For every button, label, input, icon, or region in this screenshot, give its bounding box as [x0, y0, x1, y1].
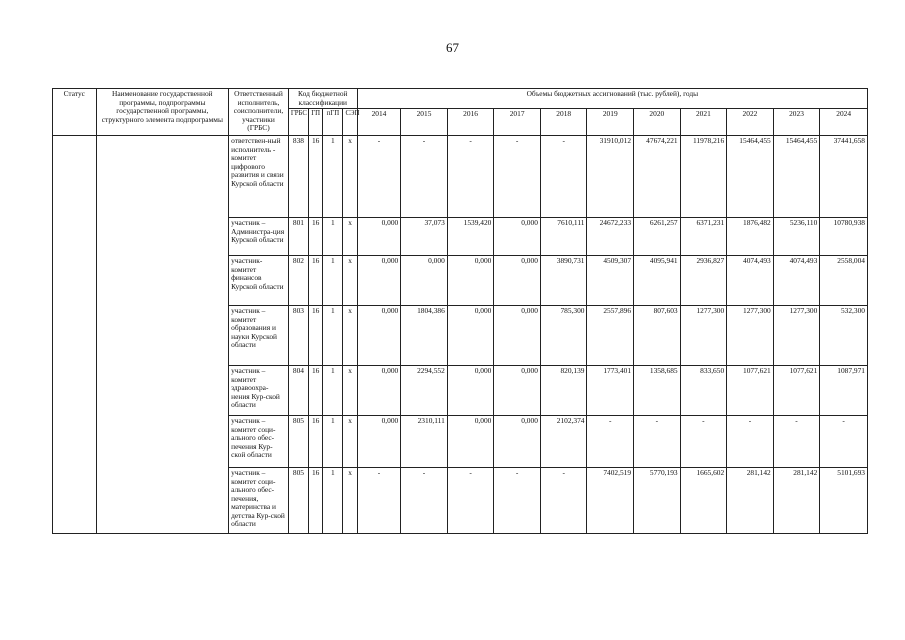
value-cell: 833,650	[680, 366, 727, 416]
value-cell: 3890,731	[540, 256, 587, 306]
value-cell: 2936,827	[680, 256, 727, 306]
executor-cell: участник – комитет соци-ального обес-печения Кур-ской области	[229, 416, 289, 468]
header-program-name: Наименование государственной программы, подпрограммы государственной программы, структурного элемента подпрограммы	[96, 89, 229, 136]
value-cell: 5101,693	[820, 468, 868, 534]
code-cell: 1	[323, 136, 343, 218]
code-cell: х	[343, 468, 357, 534]
value-cell: 1358,685	[634, 366, 681, 416]
value-cell: 1087,971	[820, 366, 868, 416]
value-cell: 0,000	[494, 256, 541, 306]
code-cell: х	[343, 306, 357, 366]
value-cell: 47674,221	[634, 136, 681, 218]
code-cell: х	[343, 218, 357, 256]
value-cell: 0,000	[357, 256, 401, 306]
code-cell: х	[343, 256, 357, 306]
value-cell: 6371,231	[680, 218, 727, 256]
table-row	[53, 136, 868, 218]
value-cell: 0,000	[401, 256, 448, 306]
code-cell: 16	[309, 256, 323, 306]
value-cell: -	[357, 468, 401, 534]
header-year: 2023	[773, 109, 820, 136]
header-year: 2021	[680, 109, 727, 136]
table-body	[53, 136, 868, 534]
code-cell: 804	[288, 366, 308, 416]
value-cell: 785,300	[540, 306, 587, 366]
code-cell: 16	[309, 218, 323, 256]
code-cell: 803	[288, 306, 308, 366]
executor-cell: участник – комитет соци-ального обес-печения, материнства и детства Кур-ской области	[229, 468, 289, 534]
value-cell: 0,000	[357, 416, 401, 468]
value-cell: -	[634, 416, 681, 468]
code-cell: 16	[309, 306, 323, 366]
value-cell: 31910,012	[587, 136, 634, 218]
header-year: 2017	[494, 109, 541, 136]
value-cell: 37441,658	[820, 136, 868, 218]
code-cell: 16	[309, 416, 323, 468]
value-cell: -	[494, 468, 541, 534]
header-status: Статус	[53, 89, 97, 136]
code-cell: 1	[323, 306, 343, 366]
value-cell: 1277,300	[727, 306, 774, 366]
code-cell: 16	[309, 136, 323, 218]
value-cell: 11978,216	[680, 136, 727, 218]
value-cell: 532,300	[820, 306, 868, 366]
value-cell: 4074,493	[773, 256, 820, 306]
value-cell: 10780,938	[820, 218, 868, 256]
header-year: 2022	[727, 109, 774, 136]
value-cell: 1277,300	[773, 306, 820, 366]
value-cell: 6261,257	[634, 218, 681, 256]
value-cell: 0,000	[447, 256, 494, 306]
value-cell: 15464,455	[727, 136, 774, 218]
value-cell: -	[727, 416, 774, 468]
code-cell: 802	[288, 256, 308, 306]
code-cell: х	[343, 136, 357, 218]
value-cell: -	[401, 468, 448, 534]
header-executor: Ответственный исполнитель, соисполнители, участники (ГРБС)	[229, 89, 289, 136]
value-cell: -	[401, 136, 448, 218]
value-cell: -	[447, 468, 494, 534]
value-cell: -	[447, 136, 494, 218]
header-budget-code: Код бюджетной классификации	[288, 89, 357, 109]
executor-cell: участник – Администра-ция Курской области	[229, 218, 289, 256]
code-cell: 16	[309, 468, 323, 534]
value-cell: 4095,941	[634, 256, 681, 306]
value-cell: 1539,420	[447, 218, 494, 256]
value-cell: 1077,621	[773, 366, 820, 416]
value-cell: 1804,386	[401, 306, 448, 366]
value-cell: 24672,233	[587, 218, 634, 256]
header-code-sep: СЭП	[343, 109, 357, 136]
header-code-pgp: пГП	[323, 109, 343, 136]
value-cell: 1876,482	[727, 218, 774, 256]
value-cell: 281,142	[773, 468, 820, 534]
value-cell: -	[587, 416, 634, 468]
code-cell: 1	[323, 416, 343, 468]
value-cell: 1665,602	[680, 468, 727, 534]
value-cell: 5236,110	[773, 218, 820, 256]
value-cell: 1277,300	[680, 306, 727, 366]
code-cell: 1	[323, 218, 343, 256]
code-cell: 838	[288, 136, 308, 218]
code-cell: 1	[323, 366, 343, 416]
value-cell: 15464,455	[773, 136, 820, 218]
value-cell: 0,000	[494, 416, 541, 468]
code-cell: 1	[323, 468, 343, 534]
value-cell: 1773,401	[587, 366, 634, 416]
value-cell: 0,000	[494, 306, 541, 366]
value-cell: 0,000	[494, 366, 541, 416]
value-cell: -	[357, 136, 401, 218]
code-cell: 1	[323, 256, 343, 306]
value-cell: 2557,896	[587, 306, 634, 366]
value-cell: 4074,493	[727, 256, 774, 306]
value-cell: 2558,004	[820, 256, 868, 306]
value-cell: -	[540, 468, 587, 534]
executor-cell: участник-комитет финансов Курской области	[229, 256, 289, 306]
value-cell: 0,000	[357, 218, 401, 256]
value-cell: 807,603	[634, 306, 681, 366]
value-cell: 0,000	[357, 306, 401, 366]
header-budget-volumes: Объемы бюджетных ассигнований (тыс. рублей), годы	[357, 89, 867, 109]
value-cell: 0,000	[447, 366, 494, 416]
value-cell: 2102,374	[540, 416, 587, 468]
executor-cell: участник – комитет здравоохра-нения Кур-ской области	[229, 366, 289, 416]
value-cell: -	[680, 416, 727, 468]
value-cell: 5770,193	[634, 468, 681, 534]
code-cell: х	[343, 416, 357, 468]
header-year: 2024	[820, 109, 868, 136]
value-cell: 7610,111	[540, 218, 587, 256]
executor-cell: участник – комитет образования и науки Курской области	[229, 306, 289, 366]
budget-table	[52, 88, 868, 534]
value-cell: -	[540, 136, 587, 218]
value-cell: 37,073	[401, 218, 448, 256]
header-year: 2020	[634, 109, 681, 136]
header-year: 2019	[587, 109, 634, 136]
value-cell: -	[820, 416, 868, 468]
status-cell	[53, 136, 97, 534]
header-year: 2018	[540, 109, 587, 136]
code-cell: 16	[309, 366, 323, 416]
value-cell: 0,000	[357, 366, 401, 416]
executor-cell: ответствен-ный исполнитель - комитет цифрового развития и связи Курской области	[229, 136, 289, 218]
page-number: 67	[446, 40, 459, 55]
header-year: 2016	[447, 109, 494, 136]
header-code-gp: ГП	[309, 109, 323, 136]
code-cell: х	[343, 366, 357, 416]
header-year: 2015	[401, 109, 448, 136]
value-cell: 0,000	[447, 416, 494, 468]
value-cell: -	[494, 136, 541, 218]
value-cell: 1077,621	[727, 366, 774, 416]
value-cell: 2294,552	[401, 366, 448, 416]
header-year: 2014	[357, 109, 401, 136]
value-cell: 281,142	[727, 468, 774, 534]
value-cell: 7402,519	[587, 468, 634, 534]
value-cell: 820,139	[540, 366, 587, 416]
value-cell: 2310,111	[401, 416, 448, 468]
program-name-cell	[96, 136, 229, 534]
value-cell: -	[773, 416, 820, 468]
code-cell: 801	[288, 218, 308, 256]
header-code-grbs: ГРБС	[288, 109, 308, 136]
code-cell: 805	[288, 468, 308, 534]
code-cell: 805	[288, 416, 308, 468]
value-cell: 0,000	[494, 218, 541, 256]
value-cell: 4509,307	[587, 256, 634, 306]
value-cell: 0,000	[447, 306, 494, 366]
